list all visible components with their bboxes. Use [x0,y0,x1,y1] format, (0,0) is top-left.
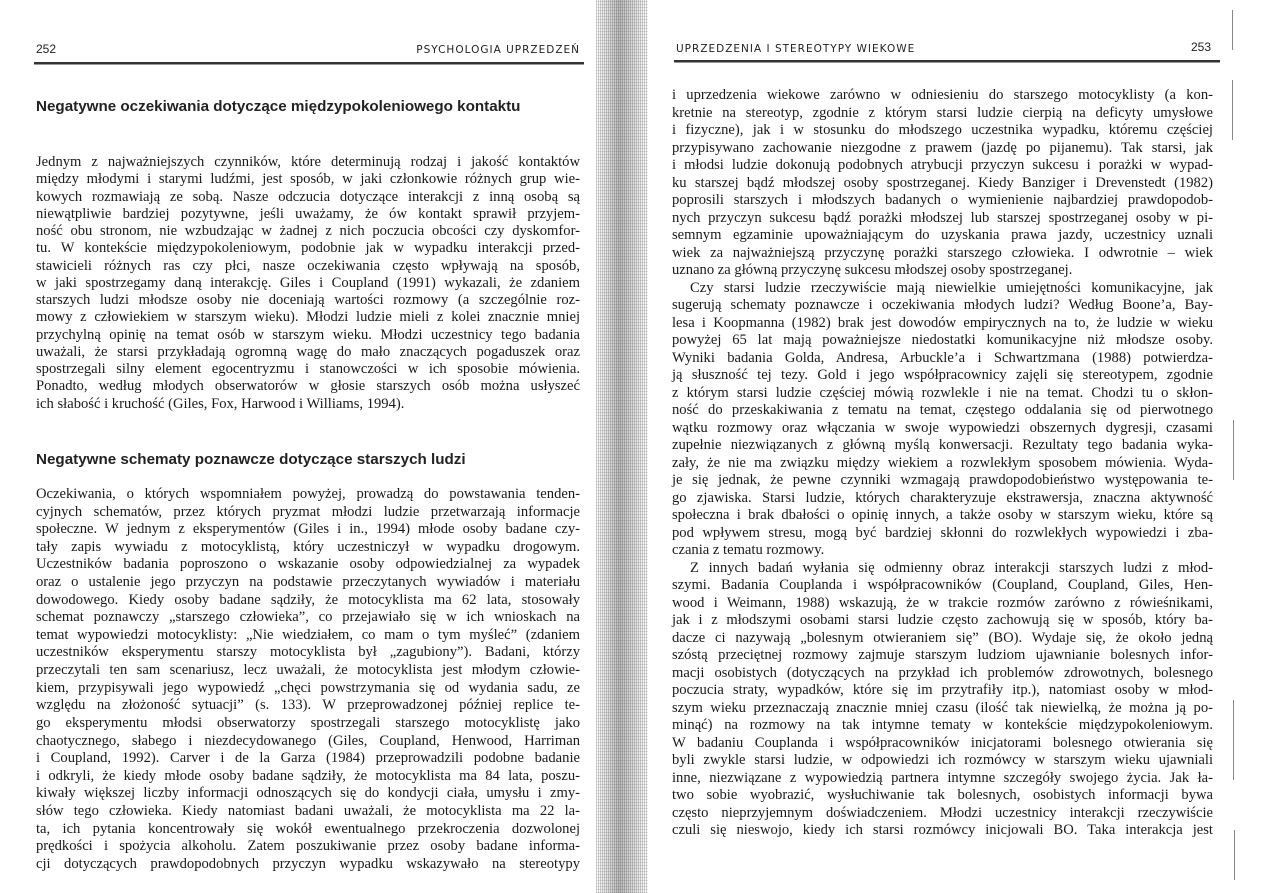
scan-edge-mark [1233,700,1234,780]
text-line: ją słuszność tej tezy. Gold i jego współpracownicy zajęli się stereotypem, zgodnie [672,367,1213,383]
text-line: przeczytali ten sam scenariusz, lecz uważali, że motocyklista jest młodym człowie- [36,662,580,679]
text-line: Z innych badań wyłania się odmienny obraz interakcji starszych ludzi z młod- [690,559,1213,576]
text-line: kowych rozmawiają ze sobą. Nasze odczucia dotyczące interakcji z inną osobą są [36,188,580,205]
text-line: w jaki spostrzegamy daną interakcję. Giles i Coupland (1991) wykazali, że zdaniem [36,274,580,291]
right-page [640,0,1264,893]
text-line: poczucia straty, wypadków, które się im przytrafiły itp.), natomiast osoby w młod- [672,682,1213,698]
text-line: uważali, że starsi przykładają ogromną wagę do mało znaczących pogaduszek oraz [36,343,580,360]
text-line: przypisywano zachowanie niezgodne z prawem (jazdę po pijanemu). Tak starsi, jak [672,139,1213,156]
section-heading: Negatywne schematy poznawcze dotyczące starszych ludzi [36,451,466,468]
text-line: stawicieli różnych ras czy płci, nasze oczekiwania często wpływają na sposób, [36,257,580,274]
text-line: W badaniu Couplanda i współpracowników inicjatorami bolesnego otwierania się [672,734,1213,751]
text-line: powyżej 65 lat mają poważniejsze niedostatki komunikacyjne niż młodsze osoby. [672,332,1213,348]
text-line: chaotycznego, słabego i niezdecydowanego (Giles, Coupland, Henwood, Harriman [36,732,580,749]
text-line: słów tego człowieka. Kiedy natomiast badani uważali, że motocyklista ma 22 la- [36,802,580,819]
text-line: zupełnie niezwiązanych z główną myślą konwersacji. Rezultaty tego badania wyka- [672,437,1213,453]
text-line: niewątpliwie bardziej pozytywne, jeśli uważamy, że ów kontakt sprawił przyjem- [36,205,580,222]
text-line: tały zapis wywiadu z motocyklistą, który uczestniczył w wypadku drogowym. [36,538,580,555]
text-line: mowy z człowiekiem w starszym wieku). Młodzi ludzie mieli z kolei znacznie mniej [36,309,580,326]
text-line: czuli się nieswojo, kiedy ich starsi rozmówcy inicjowali BO. Taka interakcja jest [672,822,1213,838]
text-line: poprosili starszych i młodszych badanych o wymienienie najbardziej prawdopodob- [672,192,1213,208]
text-line: temat wypowiedzi motocyklisty: „Nie wiedziałem, co mam o tym myśleć” (zdaniem [36,626,580,643]
text-line: między młodymi i starymi ludźmi, jest sposób, w jaki członkowie różnych grup wie- [36,171,580,188]
text-line: uczestników eksperymentu starszy motocyklista był „zagubiony”). Badani, którzy [36,644,580,661]
running-head: UPRZEDZENIA I STEREOTYPY WIEKOWE [676,43,916,55]
scan-edge-mark [1233,420,1234,480]
text-line: Jednym z najważniejszych czynników, które determinują rodzaj i jakość kontaktów [36,154,580,170]
text-line: uznano za główną przyczynę sukcesu młodszej osoby spostrzeganej. [672,262,1073,278]
text-line: schemat poznawczy „starszego człowieka”, co przejawiało się w ich wnioskach na [36,609,580,626]
section-heading: Negatywne oczekiwania dotyczące międzypokoleniowego kontaktu [36,98,521,115]
text-line: i odkryli, że kiedy młode osoby badane sądziły, że motocyklista ma 84 lata, poszu- [36,767,580,784]
left-page [0,0,600,893]
text-line: oraz o ustalenie jego przyczyn na podstawie przeczytanych wywiadów i materiału [36,574,580,591]
section-body [36,154,580,413]
text-line: i młodsi ludzie dokonują podobnych atrybucji przyczyn sukcesu i porażki w wypad- [672,157,1213,173]
text-line: i fizyczne), jak i w stosunku do młodszego uczestnika wypadku, któremu częściej [672,122,1213,138]
text-line: semnym egzaminie upoważniającym do uzyskania prawa jazdy, uczestnicy uznali [672,227,1213,243]
text-line: minąć) na rozmowy na tak intymne tematy w kontekście międzypokoleniowym. [672,717,1213,733]
header-rule [674,60,1220,63]
text-line: starszych ludzi młodsze osoby nie doceniają wartości rozmowy (a szczególnie roz- [36,292,580,308]
text-line: społeczne. W jednym z eksperymentów (Giles i in., 1994) młode osoby badane czy- [36,521,580,538]
text-line: ku starszej bądź młodszej osoby spostrzeganej. Kiedy Banziger i Drevenstedt (1982) [672,174,1213,191]
scan-edge-mark [1232,10,1233,50]
scan-edge-mark [1234,830,1235,880]
header-rule [34,62,584,65]
text-line: i Coupland, 1992). Carver i de la Garza (1984) przeprowadzili podobne badanie [36,750,580,767]
text-line: tu. W kontekście międzypokoleniowym, podobnie jak w wypadku interakcji przed- [36,240,580,257]
page-number: 252 [36,42,57,56]
text-line: kiem, przypisywali jego wypowiedź „chęci powstrzymania się od wydania sadu, ze [36,679,580,696]
text-line: lesa i Koopmanna (1982) brak jest dowodów empirycznych na to, że ludzie w wieku [672,314,1213,331]
text-line: two sobie wyobrazić, wysłuchiwanie tak bolesnych, osobistych informacji bywa [672,787,1213,803]
text-line: Ponadto, według młodych obserwatorów w głosie starszych osób można usłyszeć [36,378,580,395]
scan-edge-mark [1232,80,1233,140]
text-line: wood i Weimann, 1988) wskazują, że w trakcie rozmów zarówno z rówieśnikami, [672,594,1213,611]
text-line: prędkości i spożycia alkoholu. Zatem poszukiwanie przez osoby badane informa- [36,838,580,855]
text-line: sugerują schematy poznawcze i oczekiwania młodych ludzi? Według Boone’a, Bay- [672,297,1213,313]
text-line: Oczekiwania, o których wspomniałem powyżej, prowadzą do powstawania tenden- [36,486,580,502]
text-line: go eksperymentu młodsi obserwatorzy spostrzegali starszego motocyklistę jako [36,714,580,731]
text-line: czania z tematu rozmowy. [672,542,825,558]
page-body [672,87,1213,840]
text-line: szym wieku przeznaczają znacznie mniej czasu (ilość tak niewielką, że można ją po- [672,699,1213,716]
text-line: cji dotyczących prawdopodobnych przyczyn wypadku wskazywało na stereotypy [36,855,580,872]
text-line: kiwały większej liczby informacji odnoszących się do kondycji ciała, umysłu i zmy- [36,785,580,802]
text-line: dacze ci nazywają „bolesnym otwieraniem się” (BO). Wydaje się, że około jedną [672,629,1213,646]
text-line: wiek za najważniejszą przyczynę porażki starszego człowieka. I odwrotnie – wiek [672,244,1213,261]
running-head: PSYCHOLOGIA UPRZEDZEŃ [416,44,580,56]
text-line: kretnie na stereotyp, zgodnie z którym starsi ludzie cierpią na deficyty umysłowe [672,104,1213,121]
text-line: Czy starsi ludzie rzeczywiście mają niewielkie umiejętności komunikacyjne, jak [690,279,1213,296]
text-line: wątku rozmowy oraz włączania w swoje wypowiedzi obszernych dygresji, czasami [672,419,1213,436]
text-line: przychylną opinię na temat osób w starszym wieku. Młodzi uczestnicy tego badania [36,326,580,343]
text-line: je się jednak, że pewne czynniki wzmagają prawdopodobieństwo występowania te- [672,472,1213,488]
text-line: dowodowego. Kiedy osoby badane sądziły, że motocyklista ma 62 lata, stosowały [36,591,580,608]
text-line: go zjawiska. Starsi ludzie, których charakteryzuje ekstrawersja, znaczna aktywność [672,489,1213,506]
section-body [36,486,580,873]
page-number: 253 [1191,40,1212,54]
text-line: cyjnych schematów, przez których pryzmat młodzi ludzie przetwarzają informacje [36,503,580,520]
text-line: często nieprzyjemnym doświadczeniem. Młodzi uczestnicy interakcji rzeczywiście [672,804,1213,821]
text-line: i uprzedzenia wiekowe zarówno w odniesieniu do starszego motocyklisty (a kon- [672,87,1213,103]
text-line: macji osobistych (dotyczących na przykład ich problemów zdrowotnych, bolesnego [672,664,1213,681]
text-line: byli zwykle starsi ludzie, w odpowiedzi ich rozmówcy w starszym wieku ujawniali [672,752,1213,768]
text-line: nych przyczyn sukcesu bądź porażki młodszej lub starszej spostrzeganej osoby w pi- [672,209,1213,226]
text-line: ich słabość i kruchość (Giles, Fox, Harwood i Williams, 1994). [36,395,405,412]
text-line: ność obu stronom, nie wzbudzając w żadnej z nich poczucia obcości czy dyskomfor- [36,223,580,239]
text-line: szymi. Badania Couplanda i współpracowników (Coupland, Coupland, Giles, Hen- [672,577,1213,593]
text-line: ność do przeskakiwania z tematu na temat, częstego oddalania się od pierwotnego [672,402,1213,418]
text-line: inne, niezwiązane z wypowiedzią partnera intymne szczegóły swojego życia. Jak ła- [672,769,1213,786]
text-line: Wyniki badania Golda, Andresa, Arbuckle’a i Schwartzmana (1988) potwierdza- [672,349,1213,366]
text-line: Uczestników badania poproszono o wskazanie osoby odpowiedzialnej za wypadek [36,556,580,573]
text-line: względu na złożoność sytuacji” (s. 133). W przeprowadzonej później replice te- [36,697,580,714]
text-line: jak i z młodszymi osobami starsi ludzie często zachowują się w sposób, który ba- [672,612,1213,628]
text-line: z którym starsi ludzie częściej mówią rozwlekle i nie na temat. Chodzi tu o skłon- [672,384,1213,401]
text-line: ta, ich pytania koncentrowały się wokół ewentualnego przekroczenia dozwolonej [36,820,580,837]
text-line: społeczna i brak dbałości o opinię innych, a także osoby w starszym wieku, które są [672,507,1213,523]
text-line: szóstą przeciętnej rozmowy zajmuje starszym ludziom ujawnianie bolesnych infor- [672,647,1213,663]
text-line: zały, że nie ma związku między wiekiem a rozwlekłym sposobem mówienia. Wyda- [672,454,1213,471]
text-line: spostrzegali silny element egocentryzmu i stanowczości w ich sposobie mówienia. [36,361,580,377]
text-line: pod wpływem stresu, mogą być bardziej skłonni do rozwlekłych wypowiedzi i zba- [672,524,1213,541]
